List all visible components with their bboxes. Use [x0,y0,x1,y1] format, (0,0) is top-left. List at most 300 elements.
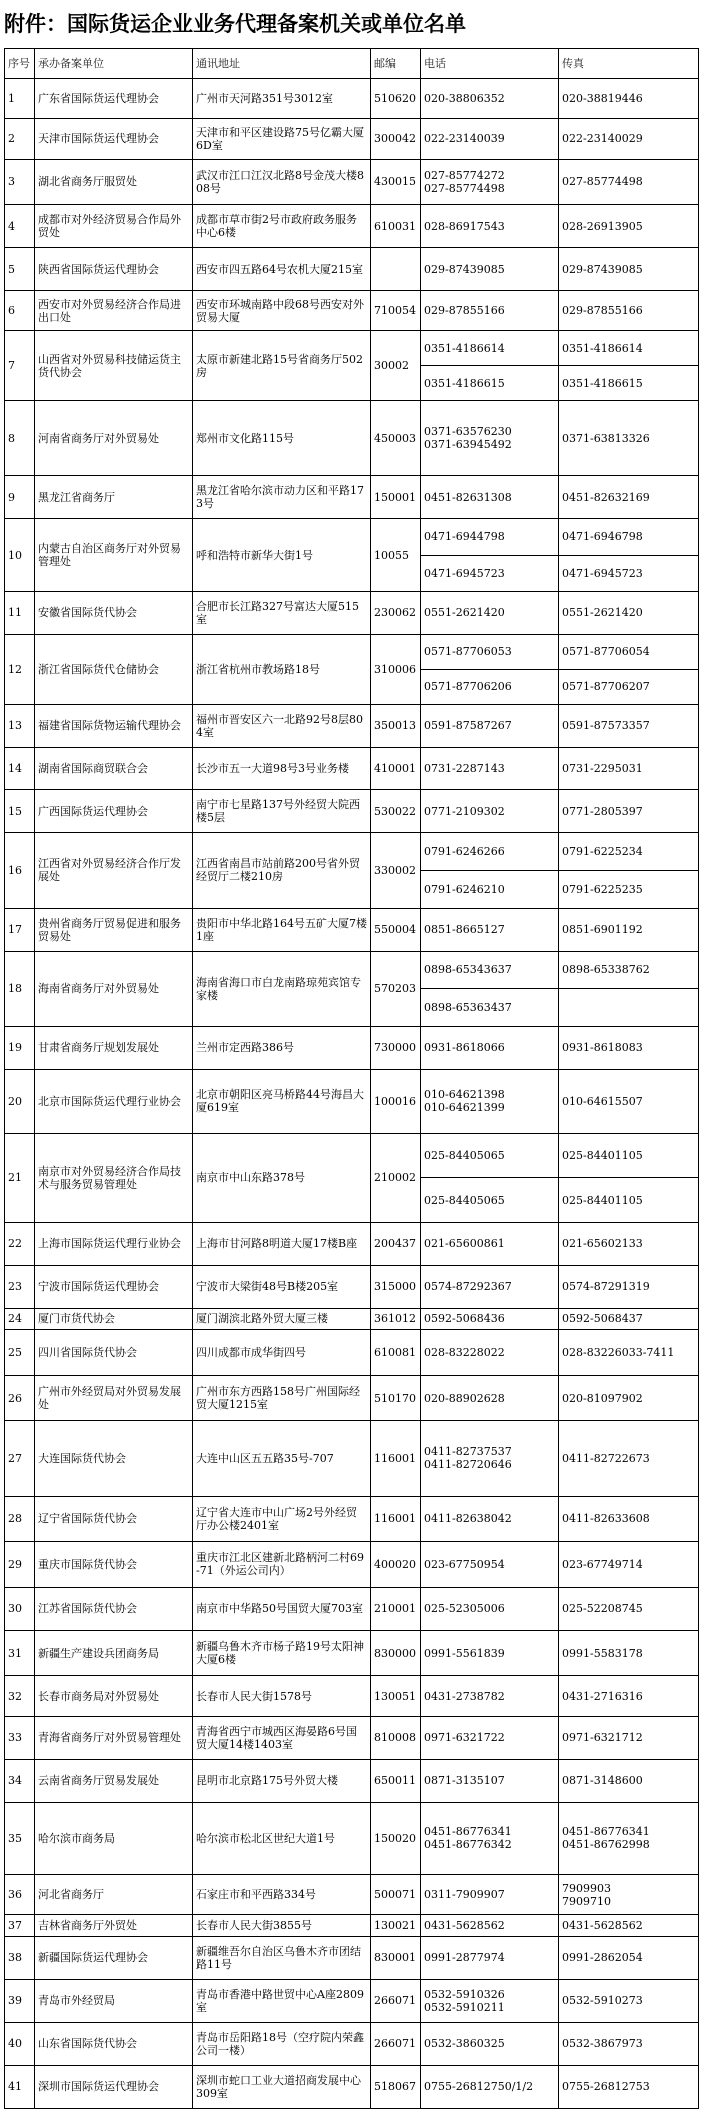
row-fax-line: 0791-6225234 [562,845,643,859]
row-fax [559,519,699,592]
row-fax: 0371-63813326 [559,401,699,476]
table-row [5,1222,699,1265]
row-zip: 610081 [371,1330,421,1376]
row-phone-line: 0351-4186615 [421,365,558,400]
row-address: 新疆乌鲁木齐市杨子路19号太阳神大厦6楼 [193,1630,371,1676]
row-fax: 0755-26812753 [559,2065,699,2108]
row-number: 38 [5,1936,35,1979]
row-number: 18 [5,951,35,1026]
row-unit: 广州市外经贸局对外贸易发展处 [35,1375,193,1421]
row-zip: 570203 [371,951,421,1026]
row-fax: 029-87855166 [559,291,699,331]
table-row [5,1759,699,1802]
table-row [5,1421,699,1496]
row-phone: 0451-86776341 0451-86776342 [421,1802,559,1875]
row-fax: 0411-82722673 [559,1421,699,1496]
row-unit: 贵州省商务厅贸易促进和服务贸易处 [35,908,193,951]
row-number: 35 [5,1802,35,1875]
row-zip: 500071 [371,1875,421,1915]
row-unit: 江西省对外贸易经济合作厅发展处 [35,833,193,908]
table-row [5,1716,699,1759]
row-phone: 021-65600861 [421,1222,559,1265]
row-number: 34 [5,1759,35,1802]
row-fax-line: 0351-4186615 [559,365,698,400]
row-fax: 028-83226033-7411 [559,1330,699,1376]
row-number: 10 [5,519,35,592]
row-zip: 530022 [371,790,421,833]
row-address: 哈尔滨市松北区世纪大道1号 [193,1802,371,1875]
row-address: 西安市四五路64号农机大厦215室 [193,248,371,291]
row-zip: 210002 [371,1134,421,1223]
row-phone: 0551-2621420 [421,591,559,634]
row-zip: 210001 [371,1587,421,1630]
row-phone: 020-38806352 [421,79,559,119]
row-zip: 130021 [371,1915,421,1936]
row-unit: 广东省国际货运代理协会 [35,79,193,119]
row-address: 太原市新建北路15号省商务厅502房 [193,331,371,401]
table-row [5,519,699,592]
row-number: 14 [5,747,35,790]
row-unit: 湖北省商务厅服贸处 [35,159,193,205]
row-fax-line: 0571-87706207 [559,669,698,704]
row-unit: 成都市对外经济贸易合作局外贸处 [35,205,193,248]
row-phone: 0411-82638042 [421,1496,559,1542]
row-phone [421,951,559,1026]
row-unit: 陕西省国际货运代理协会 [35,248,193,291]
row-phone: 023-67750954 [421,1542,559,1588]
row-fax-line: 025-84401105 [562,1149,643,1163]
row-phone-line: 0898-65363437 [421,988,558,1026]
row-number: 27 [5,1421,35,1496]
row-fax: 0451-86776341 0451-86762998 [559,1802,699,1875]
row-fax: 0871-3148600 [559,1759,699,1802]
table-row [5,1802,699,1875]
row-address: 福州市晋安区六一北路92号8层804室 [193,704,371,747]
row-address: 广州市东方西路158号广州国际经贸大厦1215室 [193,1375,371,1421]
row-number: 31 [5,1630,35,1676]
row-fax: 0851-6901192 [559,908,699,951]
row-number: 5 [5,248,35,291]
table-body [5,79,699,2109]
table-row [5,1026,699,1069]
row-phone-line: 0571-87706053 [424,645,512,659]
row-zip: 518067 [371,2065,421,2108]
row-number: 24 [5,1308,35,1329]
table-row [5,119,699,159]
row-zip: 350013 [371,704,421,747]
row-address: 长春市人民大街3855号 [193,1915,371,1936]
row-unit: 重庆市国际货代协会 [35,1542,193,1588]
row-phone: 0991-2877974 [421,1936,559,1979]
row-phone [421,331,559,401]
row-address: 郑州市文化路115号 [193,401,371,476]
row-number: 19 [5,1026,35,1069]
row-number: 2 [5,119,35,159]
row-address: 新疆维吾尔自治区乌鲁木齐市团结路11号 [193,1936,371,1979]
row-zip: 10055 [371,519,421,592]
row-unit: 北京市国际货运代理行业协会 [35,1069,193,1133]
row-fax-line: 0898-65338762 [562,963,650,977]
table-row [5,1375,699,1421]
row-phone [421,1134,559,1223]
row-fax: 021-65602133 [559,1222,699,1265]
row-unit: 湖南省国际商贸联合会 [35,747,193,790]
row-address: 上海市甘河路8明道大厦17楼B座 [193,1222,371,1265]
row-unit: 四川省国际货代协会 [35,1330,193,1376]
row-zip: 100016 [371,1069,421,1133]
table-row [5,1676,699,1716]
row-address: 呼和浩特市新华大街1号 [193,519,371,592]
table-row [5,1936,699,1979]
row-address: 长沙市五一大道98号3号业务楼 [193,747,371,790]
row-fax: 022-23140029 [559,119,699,159]
row-address: 黑龙江省哈尔滨市动力区和平路173号 [193,476,371,519]
row-zip: 150020 [371,1802,421,1875]
row-phone: 028-86917543 [421,205,559,248]
row-unit: 长春市商务局对外贸易处 [35,1676,193,1716]
row-fax: 0551-2621420 [559,591,699,634]
row-address: 天津市和平区建设路75号亿霸大厦6D室 [193,119,371,159]
row-number: 4 [5,205,35,248]
row-phone: 010-64621398 010-64621399 [421,1069,559,1133]
row-address: 青岛市岳阳路18号（空疗院内荣鑫公司一楼） [193,2022,371,2065]
row-fax: 023-67749714 [559,1542,699,1588]
row-unit: 内蒙古自治区商务厅对外贸易管理处 [35,519,193,592]
row-address: 厦门湖滨北路外贸大厦三楼 [193,1308,371,1329]
row-number: 1 [5,79,35,119]
table-row [5,747,699,790]
row-fax: 0731-2295031 [559,747,699,790]
row-address: 南京市中华路50号国贸大厦703室 [193,1587,371,1630]
table-row [5,2065,699,2108]
row-number: 15 [5,790,35,833]
row-fax: 0532-3867973 [559,2022,699,2065]
row-unit: 河北省商务厅 [35,1875,193,1915]
row-phone: 022-23140039 [421,119,559,159]
row-address: 广州市天河路351号3012室 [193,79,371,119]
row-unit: 安徽省国际货代协会 [35,591,193,634]
row-phone: 028-83228022 [421,1330,559,1376]
row-fax: 0771-2805397 [559,790,699,833]
row-number: 13 [5,704,35,747]
row-unit: 新疆生产建设兵团商务局 [35,1630,193,1676]
row-phone: 0451-82631308 [421,476,559,519]
row-phone: 020-88902628 [421,1375,559,1421]
row-zip: 400020 [371,1542,421,1588]
row-zip [371,248,421,291]
table-row [5,704,699,747]
table-row [5,1915,699,1936]
row-address: 宁波市大梁街48号B楼205室 [193,1265,371,1308]
row-zip: 30002 [371,331,421,401]
row-zip: 430015 [371,159,421,205]
row-zip: 230062 [371,591,421,634]
row-fax: 020-81097902 [559,1375,699,1421]
row-unit: 宁波市国际货运代理协会 [35,1265,193,1308]
row-zip: 266071 [371,2022,421,2065]
row-fax: 0971-6321712 [559,1716,699,1759]
row-number: 9 [5,476,35,519]
row-unit: 深圳市国际货运代理协会 [35,2065,193,2108]
row-phone: 029-87439085 [421,248,559,291]
row-address: 石家庄市和平西路334号 [193,1875,371,1915]
row-zip: 315000 [371,1265,421,1308]
row-phone: 0431-5628562 [421,1915,559,1936]
table-row [5,833,699,908]
row-zip: 730000 [371,1026,421,1069]
header-phone: 电话 [421,49,559,79]
row-unit: 江苏省国际货代协会 [35,1587,193,1630]
row-address: 南宁市七星路137号外经贸大院西楼5层 [193,790,371,833]
row-number: 3 [5,159,35,205]
row-phone: 0731-2287143 [421,747,559,790]
row-number: 11 [5,591,35,634]
row-phone-line: 0351-4186614 [424,341,505,355]
row-address: 青岛市香港中路世贸中心A座2809室 [193,1979,371,2022]
table-row [5,591,699,634]
row-unit: 辽宁省国际货代协会 [35,1496,193,1542]
row-fax: 029-87439085 [559,248,699,291]
row-phone: 0991-5561839 [421,1630,559,1676]
table-row [5,476,699,519]
row-address: 昆明市北京路175号外贸大楼 [193,1759,371,1802]
row-fax: 025-52208745 [559,1587,699,1630]
row-fax: 0431-5628562 [559,1915,699,1936]
row-unit: 云南省商务厅贸易发展处 [35,1759,193,1802]
table-row [5,401,699,476]
row-number: 7 [5,331,35,401]
row-address: 海南省海口市白龙南路琼苑宾馆专家楼 [193,951,371,1026]
row-fax-line: 0791-6225235 [559,870,698,908]
row-unit: 河南省商务厅对外贸易处 [35,401,193,476]
row-zip: 550004 [371,908,421,951]
table-row [5,1630,699,1676]
row-phone [421,634,559,704]
row-phone: 0532-5910326 0532-5910211 [421,1979,559,2022]
row-number: 30 [5,1587,35,1630]
row-phone-line: 0791-6246210 [421,870,558,908]
row-number: 25 [5,1330,35,1376]
header-unit: 承办备案单位 [35,49,193,79]
row-fax: 020-38819446 [559,79,699,119]
row-unit: 新疆国际货运代理协会 [35,1936,193,1979]
row-fax: 0411-82633608 [559,1496,699,1542]
row-number: 16 [5,833,35,908]
row-fax [559,634,699,704]
row-unit: 西安市对外贸易经济合作局进出口处 [35,291,193,331]
table-row [5,951,699,1026]
header-zip: 邮编 [371,49,421,79]
row-address: 贵阳市中华北路164号五矿大厦7楼1座 [193,908,371,951]
table-row [5,331,699,401]
row-phone-line: 0471-6944798 [424,530,505,544]
row-unit: 山西省对外贸易科技储运货主货代协会 [35,331,193,401]
table-row [5,1496,699,1542]
row-zip: 310006 [371,634,421,704]
row-fax: 027-85774498 [559,159,699,205]
row-phone-line: 025-84405065 [421,1177,558,1221]
row-phone-line: 0571-87706206 [421,669,558,704]
table-row [5,1875,699,1915]
row-unit: 甘肃省商务厅规划发展处 [35,1026,193,1069]
row-address: 北京市朝阳区亮马桥路44号海昌大厦619室 [193,1069,371,1133]
row-unit: 黑龙江省商务厅 [35,476,193,519]
row-address: 成都市草市街2号市政府政务服务中心6楼 [193,205,371,248]
row-number: 12 [5,634,35,704]
row-number: 39 [5,1979,35,2022]
table-row [5,1979,699,2022]
row-address: 青海省西宁市城西区海晏路6号国贸大厦14楼1403室 [193,1716,371,1759]
row-zip: 450003 [371,401,421,476]
table-row [5,291,699,331]
row-number: 41 [5,2065,35,2108]
row-phone: 0574-87292367 [421,1265,559,1308]
row-phone: 027-85774272 027-85774498 [421,159,559,205]
row-phone: 0971-6321722 [421,1716,559,1759]
header-address: 通讯地址 [193,49,371,79]
row-number: 23 [5,1265,35,1308]
row-phone: 025-52305006 [421,1587,559,1630]
row-address: 武汉市江口江汉北路8号金茂大楼808号 [193,159,371,205]
row-number: 32 [5,1676,35,1716]
row-phone-line: 0471-6945723 [421,555,558,591]
table-row [5,1542,699,1588]
row-unit: 青岛市外经贸局 [35,1979,193,2022]
row-phone: 0532-3860325 [421,2022,559,2065]
row-fax-line: 0351-4186614 [562,341,643,355]
row-fax-line: 025-84401105 [559,1177,698,1221]
row-fax: 0532-5910273 [559,1979,699,2022]
table-row [5,634,699,704]
header-fax: 传真 [559,49,699,79]
row-address: 重庆市江北区建新北路柄河二村69-71（外运公司内） [193,1542,371,1588]
row-number: 8 [5,401,35,476]
row-unit: 广西国际货运代理协会 [35,790,193,833]
row-number: 36 [5,1875,35,1915]
row-zip: 650011 [371,1759,421,1802]
row-fax-line: 0471-6946798 [562,530,643,544]
document-title: 附件：国际货运企业业务代理备案机关或单位名单 [4,11,466,36]
row-fax: 0991-2862054 [559,1936,699,1979]
row-phone-line: 0898-65343637 [424,963,512,977]
row-number: 33 [5,1716,35,1759]
row-address: 四川成都市成华街四号 [193,1330,371,1376]
table-row [5,79,699,119]
row-zip: 116001 [371,1496,421,1542]
row-fax: 010-64615507 [559,1069,699,1133]
row-fax [559,331,699,401]
row-phone [421,519,559,592]
table-row [5,1587,699,1630]
row-address: 合肥市长江路327号富达大厦515室 [193,591,371,634]
row-unit: 南京市对外贸易经济合作局技术与服务贸易管理处 [35,1134,193,1223]
row-fax-line: 0571-87706054 [562,645,650,659]
row-number: 28 [5,1496,35,1542]
row-address: 西安市环城南路中段68号西安对外贸易大厦 [193,291,371,331]
row-unit: 浙江省国际货代仓储协会 [35,634,193,704]
row-address: 南京市中山东路378号 [193,1134,371,1223]
row-address: 大连中山区五五路35号-707 [193,1421,371,1496]
row-unit: 上海市国际货运代理行业协会 [35,1222,193,1265]
row-phone: 0592-5068436 [421,1308,559,1329]
agency-table [4,48,699,2109]
row-phone: 0411-82737537 0411-82720646 [421,1421,559,1496]
row-fax [559,1134,699,1223]
row-phone: 0755-26812750/1/2 [421,2065,559,2108]
row-number: 17 [5,908,35,951]
row-phone: 0771-2109302 [421,790,559,833]
row-zip: 266071 [371,1979,421,2022]
row-phone [421,833,559,908]
row-zip: 330002 [371,833,421,908]
row-number: 21 [5,1134,35,1223]
row-phone-line: 025-84405065 [424,1149,505,1163]
row-zip: 410001 [371,747,421,790]
header-row [5,49,699,79]
row-number: 20 [5,1069,35,1133]
table-row [5,205,699,248]
row-number: 22 [5,1222,35,1265]
table-row [5,248,699,291]
table-row [5,1134,699,1223]
row-unit: 山东省国际货代协会 [35,2022,193,2065]
row-unit: 厦门市货代协会 [35,1308,193,1329]
row-zip: 150001 [371,476,421,519]
row-number: 37 [5,1915,35,1936]
row-number: 26 [5,1375,35,1421]
row-fax: 0991-5583178 [559,1630,699,1676]
row-fax: 7909903 7909710 [559,1875,699,1915]
table-row [5,1308,699,1329]
row-phone: 0931-8618066 [421,1026,559,1069]
row-zip: 116001 [371,1421,421,1496]
row-zip: 510170 [371,1375,421,1421]
row-fax [559,833,699,908]
row-zip: 830000 [371,1630,421,1676]
row-address: 长春市人民大街1578号 [193,1676,371,1716]
row-unit: 天津市国际货运代理协会 [35,119,193,159]
row-zip: 830001 [371,1936,421,1979]
row-zip: 200437 [371,1222,421,1265]
row-address: 深圳市蛇口工业大道招商发展中心309室 [193,2065,371,2108]
row-fax: 0451-82632169 [559,476,699,519]
table-row [5,790,699,833]
row-unit: 福建省国际货物运输代理协会 [35,704,193,747]
row-phone: 0851-8665127 [421,908,559,951]
row-fax-line: 0471-6945723 [559,555,698,591]
row-fax: 028-26913905 [559,205,699,248]
table-row [5,1265,699,1308]
row-zip: 361012 [371,1308,421,1329]
row-phone: 0371-63576230 0371-63945492 [421,401,559,476]
row-zip: 810008 [371,1716,421,1759]
table-row [5,908,699,951]
row-address: 辽宁省大连市中山广场2号外经贸厅办公楼2401室 [193,1496,371,1542]
row-fax: 0591-87573357 [559,704,699,747]
row-zip: 510620 [371,79,421,119]
row-fax [559,951,699,1026]
row-number: 29 [5,1542,35,1588]
row-fax: 0574-87291319 [559,1265,699,1308]
table-row [5,2022,699,2065]
row-phone: 029-87855166 [421,291,559,331]
row-number: 6 [5,291,35,331]
row-zip: 300042 [371,119,421,159]
table-row [5,159,699,205]
row-unit: 海南省商务厅对外贸易处 [35,951,193,1026]
row-unit: 大连国际货代协会 [35,1421,193,1496]
row-address: 浙江省杭州市教场路18号 [193,634,371,704]
